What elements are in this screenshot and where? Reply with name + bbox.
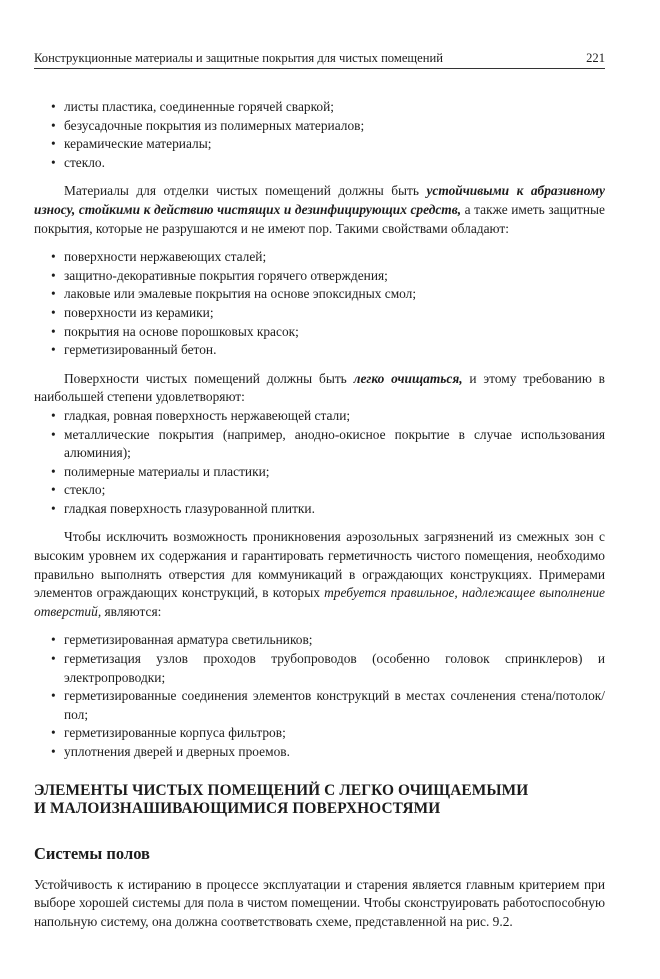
list-item: • защитно-декоративные покрытия горячего отверждения; [34,267,605,286]
list-item: • металлические покрытия (например, анодно-окисное покрытие в случае использования алюминия); [34,426,605,463]
paragraph-easy-cleaning [34,370,605,407]
paragraph-text: и этому требованию в наибольшей степени удовлетворяют: [34,370,606,405]
section-heading [34,782,605,818]
list-item: • поверхности нержавеющих сталей; [34,248,605,267]
paragraph-finishing-materials [34,182,605,238]
paragraph-text: а также иметь защитные покрытия, которые не разрушаются и не имеют пор. Такими свойствами обладают: [34,201,605,236]
emphasis-text: легко очищаться, [353,370,463,386]
running-header [34,50,605,69]
paragraph-text: Поверхности чистых помещений должны быть [64,370,354,386]
list-item: • гладкая, ровная поверхность нержавеющей стали; [34,407,605,426]
paragraph-openings [34,528,605,621]
list-item: • герметизация узлов проходов трубопроводов (особенно головок спринклеров) и электропроводки; [34,650,605,687]
bullet-list-easy-clean-surfaces [34,407,605,519]
page-content [34,98,605,931]
running-header-title: Конструкционные материалы и защитные покрытия для чистых помещений [34,51,443,65]
emphasis-text: устойчивыми к абразивному износу, стойкими к действию чистящих и дезинфицирующих средств, [34,183,605,217]
list-item: • поверхности из керамики; [34,304,605,323]
list-item: • герметизированная арматура светильников; [34,631,605,650]
list-item: • керамические материалы; [34,135,605,154]
paragraph-floor-systems: Устойчивость к истиранию в процессе эксплуатации и старения является главным критерием при выборе хорошей системы для пола в чистом помещении. Чтобы сконструировать работоспособную напольную систему, она должна соответствовать схеме, представленной на рис. 9.2. [34,876,605,929]
list-item: • герметизированные корпуса фильтров; [34,724,605,743]
bullet-list-sealed-elements [34,631,605,761]
list-item: • уплотнения дверей и дверных проемов. [34,743,605,762]
page-number: 221 [586,51,605,65]
subsection-heading: Системы полов [34,843,150,863]
paragraph-text: Чтобы исключить возможность проникновения аэрозольных загрязнений из смежных зон с высоким уровнем их содержания и гарантировать герметичность чистого помещения, необходимо правильно выполнять отверстия для коммуникаций в ограждающих конструкциях. Примерами элементов ограждающих конструкций, в которых [34,529,605,601]
list-item: • герметизированные соединения элементов конструкций в местах сочленения стена/потолок/пол; [34,687,605,724]
section-heading-line: И МАЛОИЗНАШИВАЮЩИМИСЯ ПОВЕРХНОСТЯМИ [34,799,441,817]
paragraph-text: Материалы для отделки чистых помещений должны быть [64,183,427,199]
emphasis-text: требуется правильное, надлежащее выполнение отверстий, [34,585,606,619]
paragraph-text: являются: [101,603,162,619]
section-heading-line: ЭЛЕМЕНТЫ ЧИСТЫХ ПОМЕЩЕНИЙ С ЛЕГКО ОЧИЩАЕМЫМИ [34,781,529,799]
list-item: • стекло; [34,481,605,500]
list-item: • безусадочные покрытия из полимерных материалов; [34,117,605,136]
list-item: • листы пластика, соединенные горячей сваркой; [34,98,605,117]
list-item: • герметизированный бетон. [34,341,605,360]
list-item: • покрытия на основе порошковых красок; [34,323,605,342]
bullet-list-materials [34,98,605,172]
list-item: • лаковые или эмалевые покрытия на основе эпоксидных смол; [34,285,605,304]
list-item: • стекло. [34,154,605,173]
list-item: • полимерные материалы и пластики; [34,463,605,482]
list-item: • гладкая поверхность глазурованной плитки. [34,500,605,519]
bullet-list-surfaces [34,248,605,360]
